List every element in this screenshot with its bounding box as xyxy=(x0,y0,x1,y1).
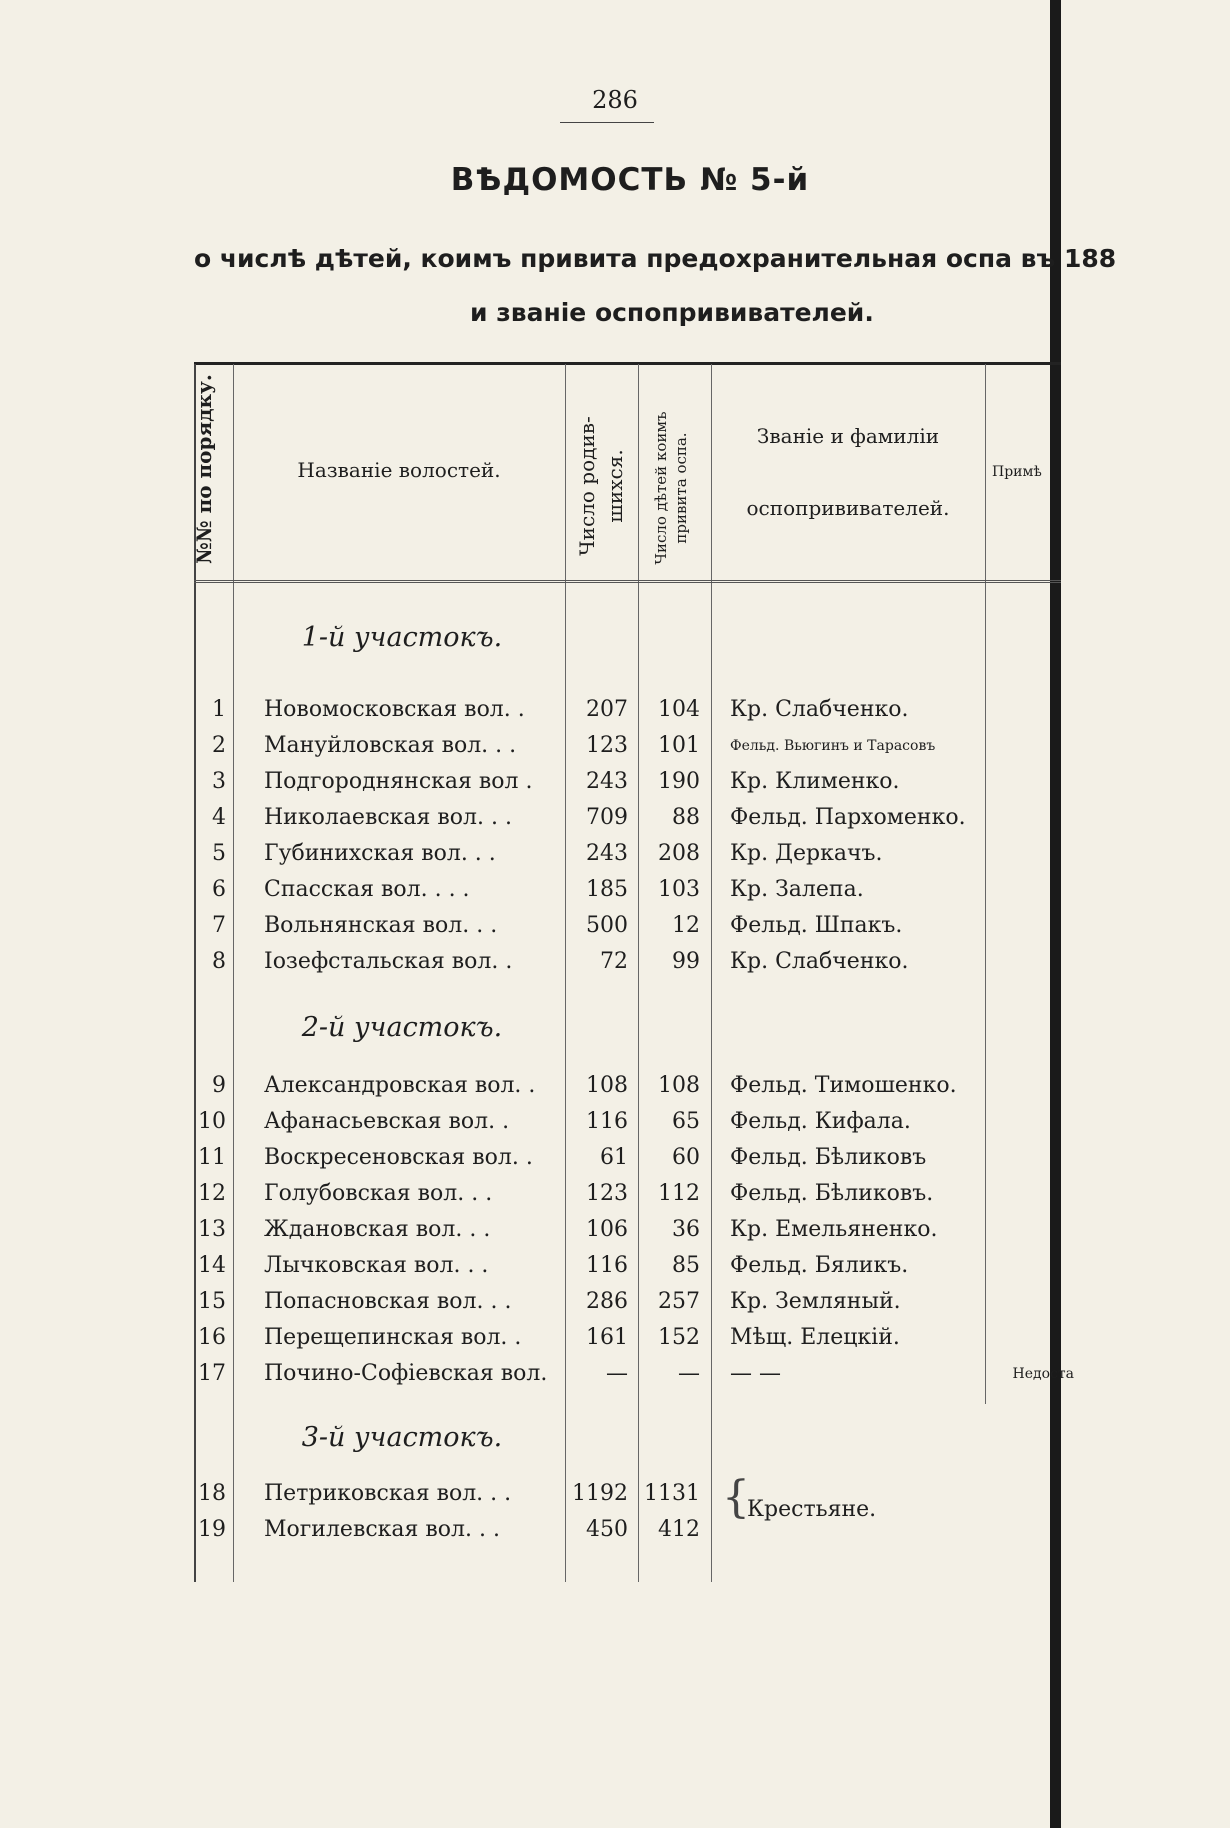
table-row xyxy=(194,1068,1061,1104)
row-vaccinated: 36 xyxy=(672,1217,700,1242)
row-born: 450 xyxy=(586,1517,628,1542)
row-number: 5 xyxy=(212,841,226,866)
table-top-rule xyxy=(194,362,1061,365)
row-number: 11 xyxy=(198,1145,226,1170)
row-born: 286 xyxy=(586,1289,628,1314)
table-row xyxy=(194,1104,1061,1140)
table-row xyxy=(194,1248,1061,1284)
row-number: 10 xyxy=(198,1109,226,1134)
document-title: ВѢДОМОСТЬ № 5-й xyxy=(450,162,810,198)
row-vaccinated: 1131 xyxy=(644,1481,700,1506)
section-heading: 2-й участокъ. xyxy=(301,1012,503,1043)
row-vaccinated: 190 xyxy=(658,769,700,794)
row-number: 3 xyxy=(212,769,226,794)
table-row xyxy=(194,1176,1061,1212)
row-volost: Николаевская вол. . . xyxy=(264,805,512,830)
row-number: 7 xyxy=(212,913,226,938)
table-row xyxy=(194,1476,1061,1512)
row-vaccinated: 85 xyxy=(672,1253,700,1278)
row-vaccinator: Кр. Слабченко. xyxy=(730,697,909,722)
row-vaccinated: 99 xyxy=(672,949,700,974)
row-volost: Почино-Софіевская вол. xyxy=(264,1361,548,1386)
row-vaccinator: Фельд. Шпакъ. xyxy=(730,913,903,938)
document-subtitle-line2: и званіе оспопрививателей. xyxy=(470,298,874,327)
row-born: 185 xyxy=(586,877,628,902)
row-vaccinator: Кр. Клименко. xyxy=(730,769,900,794)
row-vaccinator: Кр. Земляный. xyxy=(730,1289,901,1314)
table-row xyxy=(194,764,1061,800)
row-number: 2 xyxy=(212,733,226,758)
header-note: Примѣ xyxy=(992,464,1042,480)
table-row xyxy=(194,1356,1074,1392)
row-vaccinated: 103 xyxy=(658,877,700,902)
row-vaccinator: Фельд. Пархоменко. xyxy=(730,805,966,830)
group-vaccinator-label: Крестьяне. xyxy=(747,1497,877,1522)
row-born: 72 xyxy=(600,949,628,974)
table-row xyxy=(194,728,1061,764)
row-number: 13 xyxy=(198,1217,226,1242)
row-born: 709 xyxy=(586,805,628,830)
table-row xyxy=(194,836,1061,872)
row-number: 19 xyxy=(198,1517,226,1542)
row-volost: Губинихская вол. . . xyxy=(264,841,496,866)
row-note: Недоста xyxy=(1012,1366,1074,1382)
row-vaccinated: — xyxy=(678,1361,700,1386)
row-born: 123 xyxy=(586,1181,628,1206)
table-row xyxy=(194,908,1061,944)
table-row xyxy=(194,1212,1061,1248)
row-vaccinated: 60 xyxy=(672,1145,700,1170)
row-vaccinated: 104 xyxy=(658,697,700,722)
row-born: 243 xyxy=(586,841,628,866)
row-number: 9 xyxy=(212,1073,226,1098)
row-born: — xyxy=(606,1361,628,1386)
row-vaccinator: Фельд. Бѣликовъ xyxy=(730,1145,927,1170)
row-vaccinated: 12 xyxy=(672,913,700,938)
row-volost: Афанасьевская вол. . xyxy=(264,1109,510,1134)
section-heading: 1-й участокъ. xyxy=(301,622,503,653)
row-vaccinated: 412 xyxy=(658,1517,700,1542)
row-volost: Голубовская вол. . . xyxy=(264,1181,493,1206)
row-vaccinator: Кр. Слабченко. xyxy=(730,949,909,974)
row-born: 207 xyxy=(586,697,628,722)
table-row xyxy=(194,872,1061,908)
table-row xyxy=(194,1320,1061,1356)
row-born: 123 xyxy=(586,733,628,758)
header-who-line1: Званіе и фамиліи xyxy=(756,424,940,448)
row-born: 500 xyxy=(586,913,628,938)
row-born: 243 xyxy=(586,769,628,794)
row-number: 4 xyxy=(212,805,226,830)
row-volost: Попасновская вол. . . xyxy=(264,1289,512,1314)
row-vaccinator: Фельд. Тимошенко. xyxy=(730,1073,957,1098)
row-born: 108 xyxy=(586,1073,628,1098)
page-number-rule xyxy=(560,122,654,123)
row-vaccinator: Кр. Залепа. xyxy=(730,877,864,902)
row-volost: Перещепинская вол. . xyxy=(264,1325,522,1350)
header-num: №№ по порядку. xyxy=(192,374,216,564)
document-subtitle-line1: о числѣ дѣтей, коимъ привита предохранительная оспа въ 188 xyxy=(194,244,1117,273)
group-brace: { xyxy=(722,1472,750,1523)
row-vaccinator: Мѣщ. Елецкій. xyxy=(730,1325,900,1350)
row-number: 18 xyxy=(198,1481,226,1506)
row-vaccinated: 65 xyxy=(672,1109,700,1134)
row-born: 61 xyxy=(600,1145,628,1170)
row-volost: Александровская вол. . xyxy=(264,1073,536,1098)
table-row xyxy=(194,692,1061,728)
row-born: 1192 xyxy=(572,1481,628,1506)
row-vaccinated: 257 xyxy=(658,1289,700,1314)
row-vaccinated: 101 xyxy=(658,733,700,758)
row-vaccinated: 88 xyxy=(672,805,700,830)
header-who-line2: оспопрививателей. xyxy=(746,496,950,520)
row-born: 106 xyxy=(586,1217,628,1242)
row-vaccinator: Кр. Деркачъ. xyxy=(730,841,883,866)
row-volost: Іозефстальская вол. . xyxy=(264,949,513,974)
section-heading: 3-й участокъ. xyxy=(301,1422,503,1453)
row-vaccinator: Фельд. Кифала. xyxy=(730,1109,911,1134)
row-vaccinator: Фельд. Вьюгинъ и Тарасовъ xyxy=(730,738,936,754)
row-volost: Ждановская вол. . . xyxy=(264,1217,491,1242)
header-bottom-rule xyxy=(194,580,1061,583)
row-volost: Новомосковская вол. . xyxy=(264,697,525,722)
row-volost: Воскресеновская вол. . xyxy=(264,1145,533,1170)
row-vaccinated: 108 xyxy=(658,1073,700,1098)
row-vaccinated: 152 xyxy=(658,1325,700,1350)
row-volost: Лычковская вол. . . xyxy=(264,1253,489,1278)
table-row xyxy=(194,800,1061,836)
row-number: 17 xyxy=(198,1361,226,1386)
row-number: 8 xyxy=(212,949,226,974)
row-number: 14 xyxy=(198,1253,226,1278)
row-vaccinator: Кр. Емельяненко. xyxy=(730,1217,938,1242)
table-row xyxy=(194,944,1061,980)
row-vaccinator: Фельд. Бяликъ. xyxy=(730,1253,909,1278)
row-volost: Спасская вол. . . . xyxy=(264,877,470,902)
table-row xyxy=(194,1140,1061,1176)
header-name: Названіе волостей. xyxy=(297,458,501,482)
row-volost: Подгороднянская вол . xyxy=(264,769,533,794)
row-volost: Мануйловская вол. . . xyxy=(264,733,517,758)
table-row xyxy=(194,1512,1061,1548)
row-vaccinator: — — xyxy=(730,1361,781,1386)
row-number: 16 xyxy=(198,1325,226,1350)
page-number: 286 xyxy=(592,86,638,114)
row-vaccinated: 112 xyxy=(658,1181,700,1206)
row-number: 12 xyxy=(198,1181,226,1206)
row-born: 116 xyxy=(586,1109,628,1134)
row-volost: Вольнянская вол. . . xyxy=(264,913,498,938)
row-number: 15 xyxy=(198,1289,226,1314)
row-born: 116 xyxy=(586,1253,628,1278)
header-born: Число родив-шихся. xyxy=(575,416,627,556)
row-number: 1 xyxy=(212,697,226,722)
row-number: 6 xyxy=(212,877,226,902)
row-vaccinator: Фельд. Бѣликовъ. xyxy=(730,1181,934,1206)
header-vacc: Число дѣтей коимъ привита оспа. xyxy=(652,411,690,565)
row-born: 161 xyxy=(586,1325,628,1350)
row-vaccinated: 208 xyxy=(658,841,700,866)
row-volost: Петриковская вол. . . xyxy=(264,1481,512,1506)
table-row xyxy=(194,1284,1061,1320)
row-volost: Могилевская вол. . . xyxy=(264,1517,500,1542)
